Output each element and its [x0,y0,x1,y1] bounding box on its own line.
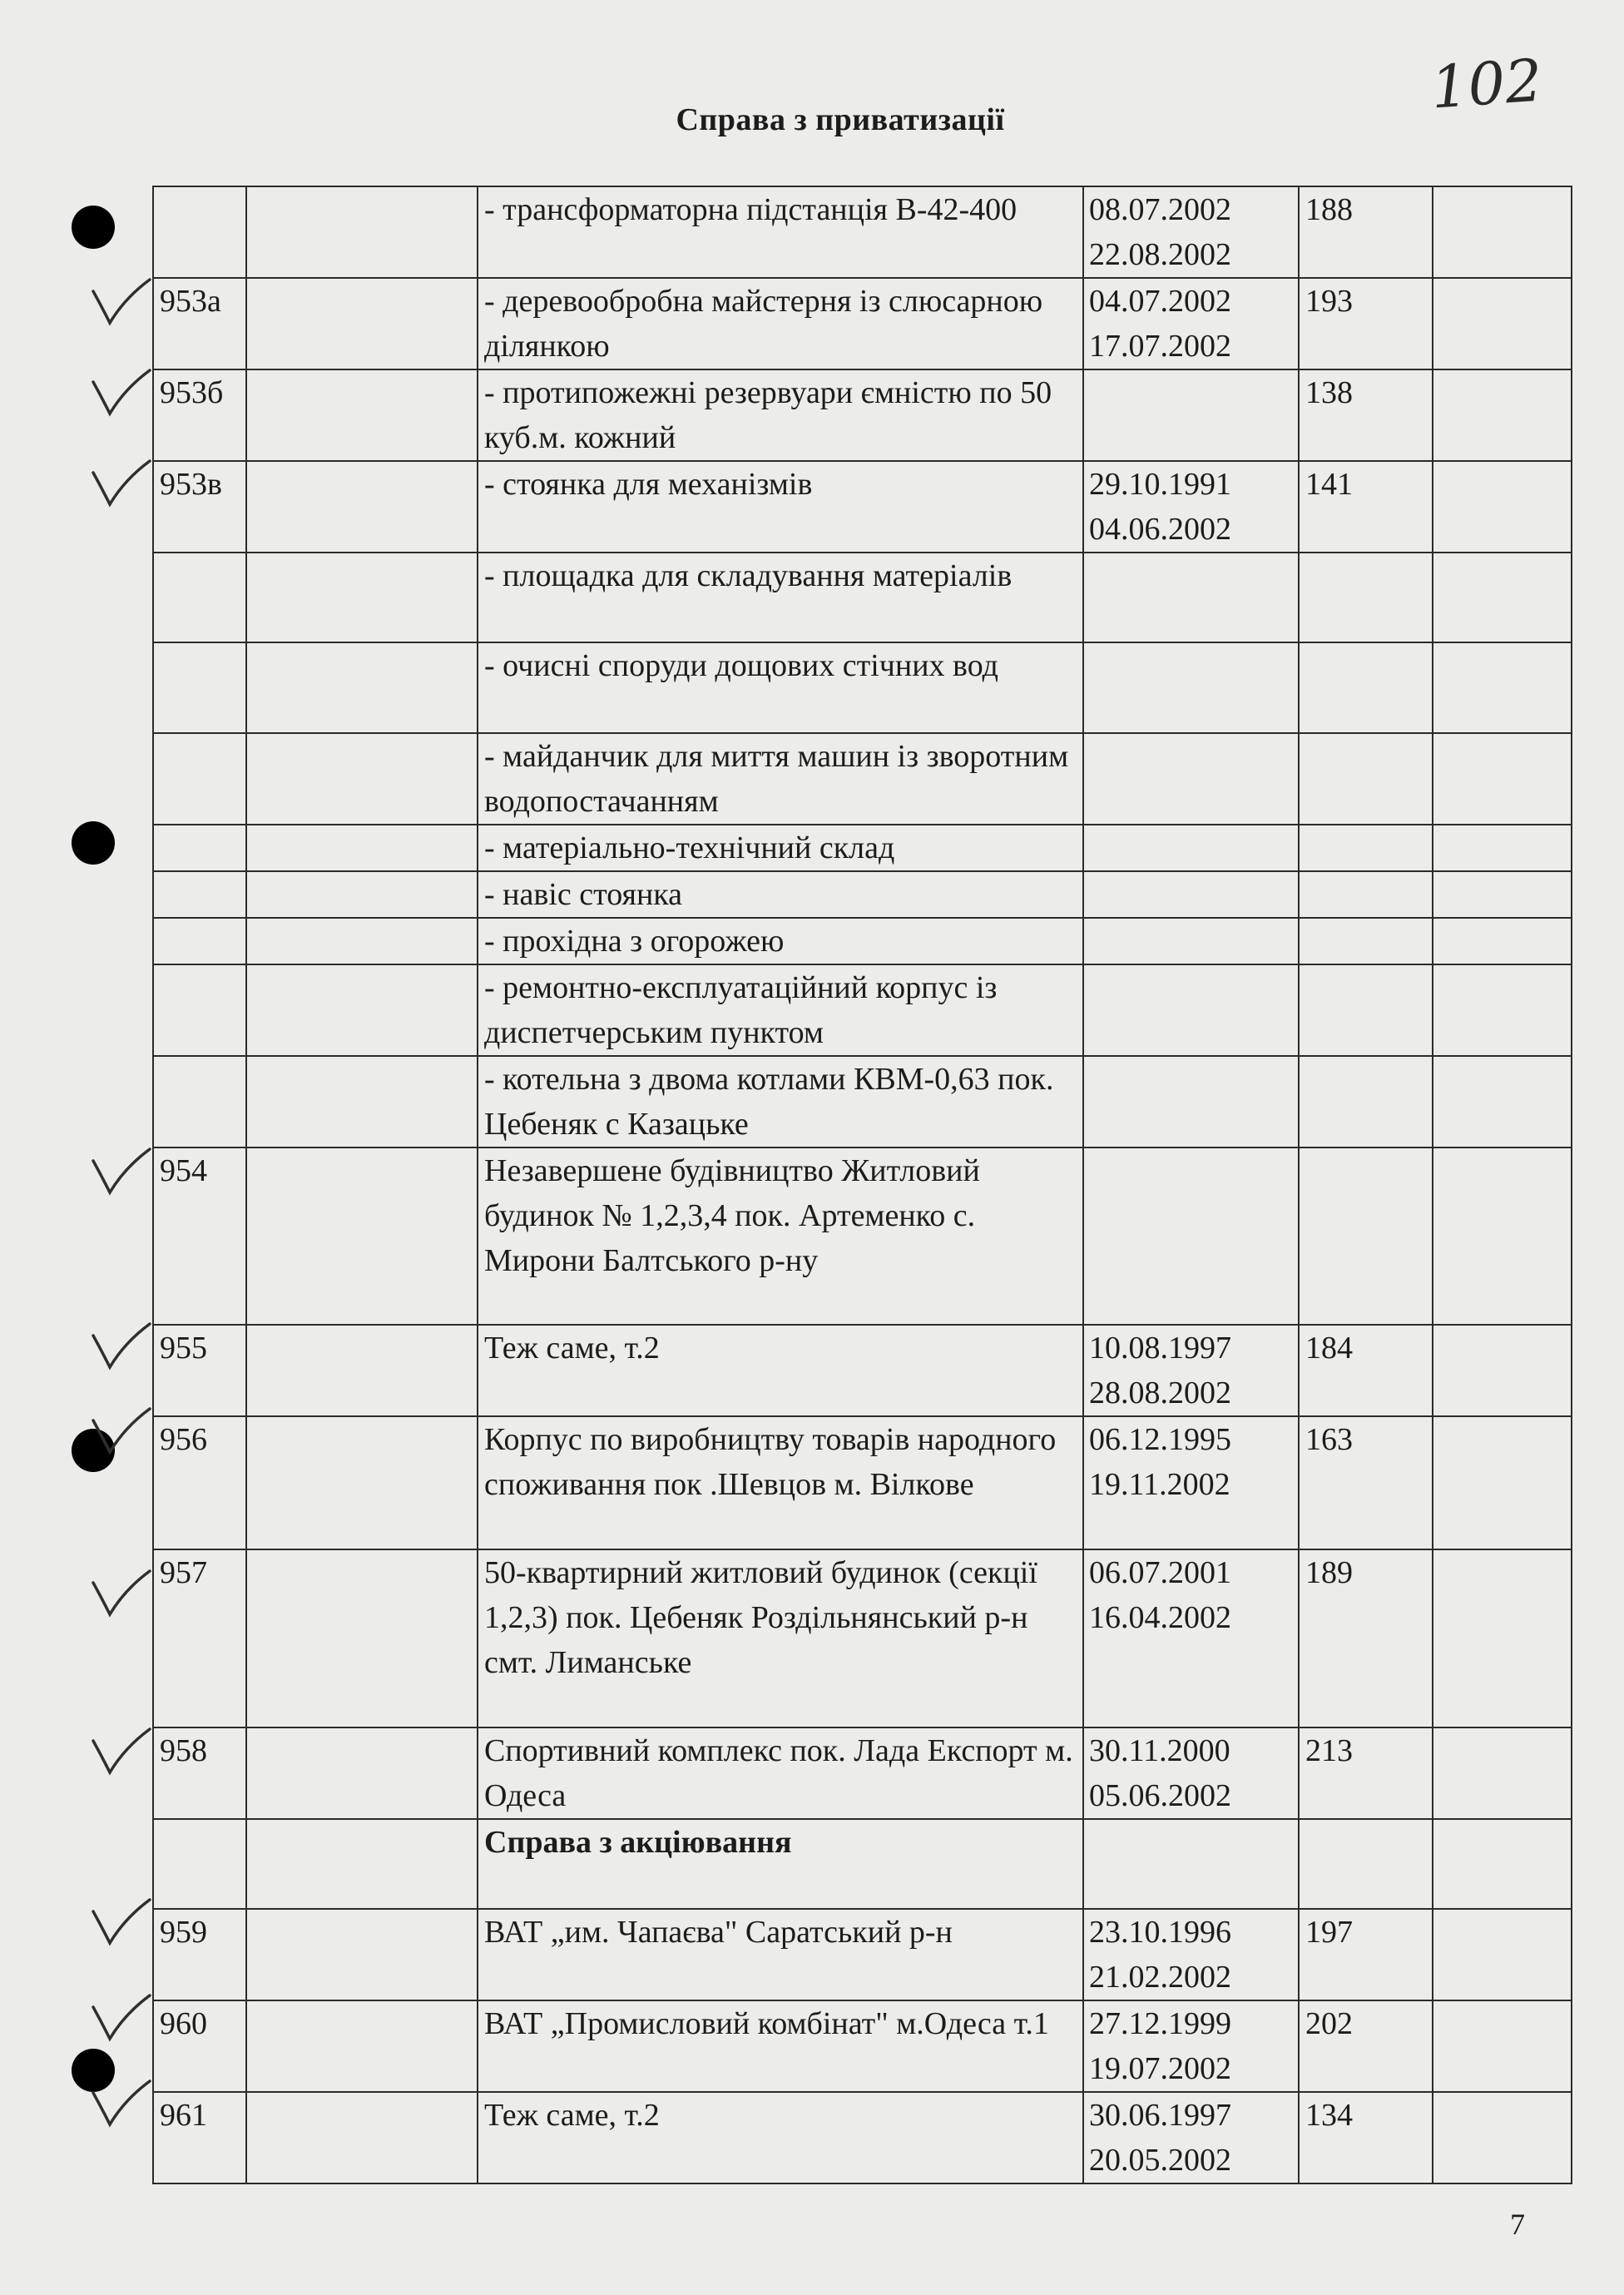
entry-title: - деревообробна майстерня із слюсарною ділянкою [478,278,1083,369]
table-row [153,733,1572,825]
entry-dates: 29.10.1991 04.06.2002 [1083,461,1299,553]
entry-note [1433,1549,1572,1727]
entry-title: - ремонтно-експлуатаційний корпус із диспетчерським пунктом [478,964,1083,1056]
entry-title: - навіс стоянка [478,871,1083,918]
entry-number: 960 [153,2000,246,2092]
entry-sheet-count: 189 [1299,1549,1433,1727]
entry-title: Теж саме, т.2 [478,1325,1083,1416]
check-mark-icon [0,1564,175,1623]
entry-title: - стоянка для механізмів [478,461,1083,553]
entry-code [246,2092,478,2183]
entry-code [246,642,478,733]
entry-sheet-count [1299,733,1433,825]
entry-title: Корпус по виробництву товарів народного споживання пок .Шевцов м. Вілкове [478,1416,1083,1549]
entry-code [246,461,478,553]
check-mark-icon [0,273,175,331]
table-row [153,1727,1572,1819]
entry-number [153,553,246,642]
entry-sheet-count: 193 [1299,278,1433,369]
check-mark-icon [0,1143,175,1201]
entry-sheet-count: 138 [1299,369,1433,461]
entry-number: 955 [153,1325,246,1416]
entry-number: 958 [153,1727,246,1819]
entry-note [1433,186,1572,278]
entry-number: 959 [153,1909,246,2000]
entry-note [1433,278,1572,369]
entry-dates [1083,1056,1299,1148]
table-row [153,642,1572,733]
entry-code [246,553,478,642]
table-row [153,369,1572,461]
entry-note [1433,642,1572,733]
table-row [153,1549,1572,1727]
entry-note [1433,1416,1572,1549]
entry-dates: 27.12.1999 19.07.2002 [1083,2000,1299,2092]
entry-title: Спортивний комплекс пок. Лада Експорт м. Одеса [478,1727,1083,1819]
entry-dates: 10.08.1997 28.08.2002 [1083,1325,1299,1416]
entry-number: 957 [153,1549,246,1727]
entry-sheet-count: 213 [1299,1727,1433,1819]
table-row [153,1148,1572,1325]
entry-sheet-count: 197 [1299,1909,1433,2000]
entry-sheet-count [1299,825,1433,871]
table-row [153,825,1572,871]
entry-title: Незавершене будівництво Житловий будинок № 1,2,3,4 пок. Артеменко с. Мирони Балтського р-ну [478,1148,1083,1325]
entry-code [246,733,478,825]
entry-title: - площадка для складування матеріалів [478,553,1083,642]
entry-code [246,918,478,964]
table-row [153,1325,1572,1416]
entry-dates: 04.07.2002 17.07.2002 [1083,278,1299,369]
entry-number [153,1056,246,1148]
table-row [153,1819,1572,1909]
entry-code [246,1909,478,2000]
entry-note [1433,461,1572,553]
entry-number: 953в [153,461,246,553]
entry-title: - матеріально-технічний склад [478,825,1083,871]
entry-dates: 08.07.2002 22.08.2002 [1083,186,1299,278]
page-number: 7 [1510,2208,1525,2241]
entry-code [246,825,478,871]
entry-code [246,1549,478,1727]
entry-dates [1083,1819,1299,1909]
entry-code [246,1727,478,1819]
entry-note [1433,918,1572,964]
entry-code [246,1416,478,1549]
entry-code [246,186,478,278]
entry-sheet-count [1299,1148,1433,1325]
entry-title: - трансформаторна підстанція В-42-400 [478,186,1083,278]
entry-dates [1083,1148,1299,1325]
entry-sheet-count [1299,1819,1433,1909]
entry-dates [1083,918,1299,964]
entry-title: - протипожежні резервуари ємністю по 50 куб.м. кожний [478,369,1083,461]
entry-code [246,1325,478,1416]
entry-title: 50-квартирний житловий будинок (секції 1,2,3) пок. Цебеняк Роздільнянський р-н смт. Лиманське [478,1549,1083,1727]
entry-number [153,964,246,1056]
entry-note [1433,553,1572,642]
entry-dates: 23.10.1996 21.02.2002 [1083,1909,1299,2000]
entry-title: Теж саме, т.2 [478,2092,1083,2183]
entry-sheet-count: 141 [1299,461,1433,553]
entry-sheet-count [1299,871,1433,918]
entry-note [1433,871,1572,918]
entry-number [153,1819,246,1909]
table-row [153,918,1572,964]
entry-dates [1083,871,1299,918]
entry-number [153,186,246,278]
entry-note [1433,1727,1572,1819]
check-mark-icon [0,1402,175,1460]
entry-note [1433,2092,1572,2183]
entry-number: 953а [153,278,246,369]
entry-title: ВАТ „Промисловий комбінат" м.Одеса т.1 [478,2000,1083,2092]
entry-note [1433,1056,1572,1148]
entry-sheet-count [1299,918,1433,964]
entry-sheet-count [1299,964,1433,1056]
entry-title: - прохідна з огорожею [478,918,1083,964]
entry-dates [1083,964,1299,1056]
page-title: Справа з приватизації [676,102,1005,137]
entry-title: Справа з акціювання [478,1819,1083,1909]
table-row [153,186,1572,278]
check-mark-icon [0,1317,175,1376]
entry-dates: 06.12.1995 19.11.2002 [1083,1416,1299,1549]
entry-number [153,642,246,733]
check-mark-icon [0,1722,175,1781]
entry-note [1433,733,1572,825]
entry-dates [1083,553,1299,642]
entry-note [1433,825,1572,871]
entry-code [246,871,478,918]
entry-title: - очисні споруди дощових стічних вод [478,642,1083,733]
table-row [153,2092,1572,2183]
entry-dates: 06.07.2001 16.04.2002 [1083,1549,1299,1727]
entry-dates [1083,369,1299,461]
table-row [153,1416,1572,1549]
entry-code [246,1819,478,1909]
entry-code [246,369,478,461]
entry-note [1433,369,1572,461]
table-row [153,1909,1572,2000]
check-mark-icon [0,1893,175,1951]
check-mark-icon [0,1989,175,2047]
entry-number [153,825,246,871]
entry-title: - майданчик для миття машин із зворотним водопостачанням [478,733,1083,825]
entry-sheet-count: 184 [1299,1325,1433,1416]
check-mark-icon [0,454,175,513]
entry-sheet-count: 188 [1299,186,1433,278]
entry-dates [1083,642,1299,733]
check-mark-icon [0,364,175,422]
entry-dates: 30.06.1997 20.05.2002 [1083,2092,1299,2183]
entry-number [153,733,246,825]
entry-sheet-count [1299,553,1433,642]
entry-number: 956 [153,1416,246,1549]
entry-sheet-count [1299,642,1433,733]
entry-dates [1083,825,1299,871]
table-row [153,553,1572,642]
entry-note [1433,964,1572,1056]
entry-sheet-count: 202 [1299,2000,1433,2092]
register-table [152,186,1572,2184]
entry-sheet-count [1299,1056,1433,1148]
entry-code [246,278,478,369]
check-marks [0,0,175,2295]
table-row [153,461,1572,553]
entry-dates [1083,733,1299,825]
entry-code [246,2000,478,2092]
entry-sheet-count: 134 [1299,2092,1433,2183]
folio-number: 102 [1428,46,1545,122]
entry-number [153,918,246,964]
table-row [153,1056,1572,1148]
check-mark-icon [0,2074,175,2133]
entry-title: - котельна з двома котлами КВМ-0,63 пок. Цебеняк с Казацьке [478,1056,1083,1148]
entry-note [1433,1909,1572,2000]
entry-sheet-count: 163 [1299,1416,1433,1549]
entry-number: 954 [153,1148,246,1325]
table-row [153,871,1572,918]
table-row [153,278,1572,369]
entry-number: 961 [153,2092,246,2183]
entry-number [153,871,246,918]
entry-note [1433,1148,1572,1325]
entry-code [246,1148,478,1325]
table-row [153,2000,1572,2092]
table-row [153,964,1572,1056]
entry-note [1433,1819,1572,1909]
entry-code [246,964,478,1056]
entry-dates: 30.11.2000 05.06.2002 [1083,1727,1299,1819]
entry-number: 953б [153,369,246,461]
entry-note [1433,2000,1572,2092]
entry-code [246,1056,478,1148]
entry-note [1433,1325,1572,1416]
entry-title: ВАТ „им. Чапаєва" Саратський р-н [478,1909,1083,2000]
